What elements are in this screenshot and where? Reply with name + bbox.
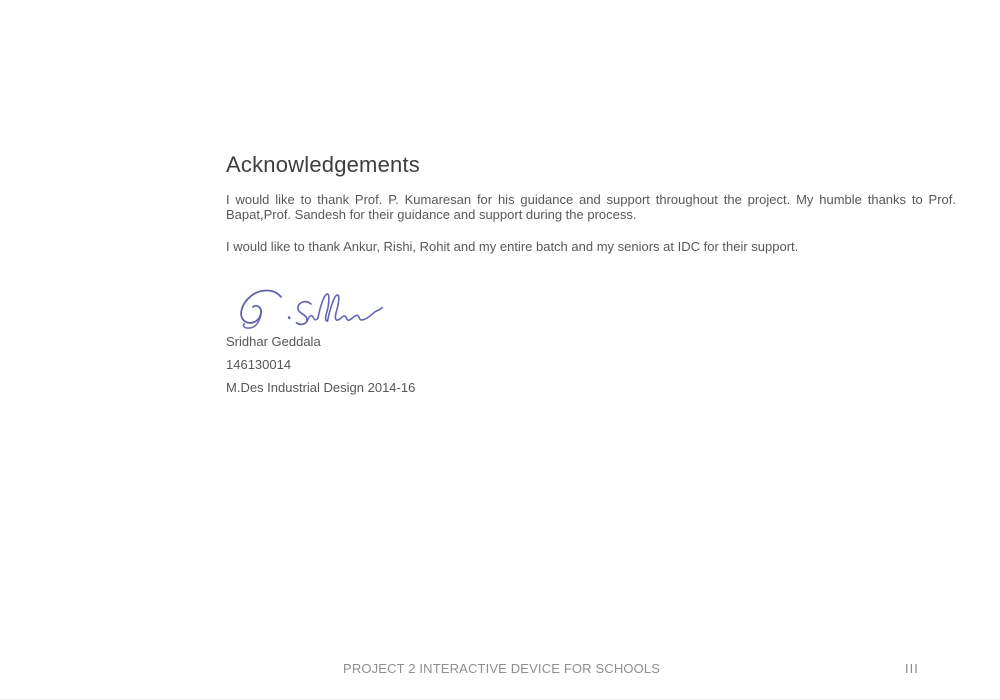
acknowledgement-paragraph-1 xyxy=(226,192,956,222)
acknowledgement-paragraph-1-line-2: Bapat,Prof. Sandesh for their guidance and support during the process. xyxy=(226,207,637,222)
author-name: Sridhar Geddala xyxy=(226,334,321,349)
author-program: M.Des Industrial Design 2014-16 xyxy=(226,380,416,395)
handwritten-signature xyxy=(236,287,388,333)
page-title: Acknowledgements xyxy=(226,152,420,177)
footer-project-title: PROJECT 2 INTERACTIVE DEVICE FOR SCHOOLS xyxy=(343,661,661,676)
signature-ink-drawing xyxy=(236,287,388,333)
page-footer xyxy=(0,661,1000,679)
author-block xyxy=(226,330,415,399)
acknowledgement-paragraph-1-line-1: I would like to thank Prof. P. Kumaresan for his guidance and support throughout the project. My humble thanks to Prof. xyxy=(226,192,956,207)
acknowledgement-paragraph-2: I would like to thank Ankur, Rishi, Rohit and my entire batch and my seniors at IDC for their support. xyxy=(226,239,799,254)
author-roll-number: 146130014 xyxy=(226,357,292,372)
footer-page-number: III xyxy=(905,661,919,676)
